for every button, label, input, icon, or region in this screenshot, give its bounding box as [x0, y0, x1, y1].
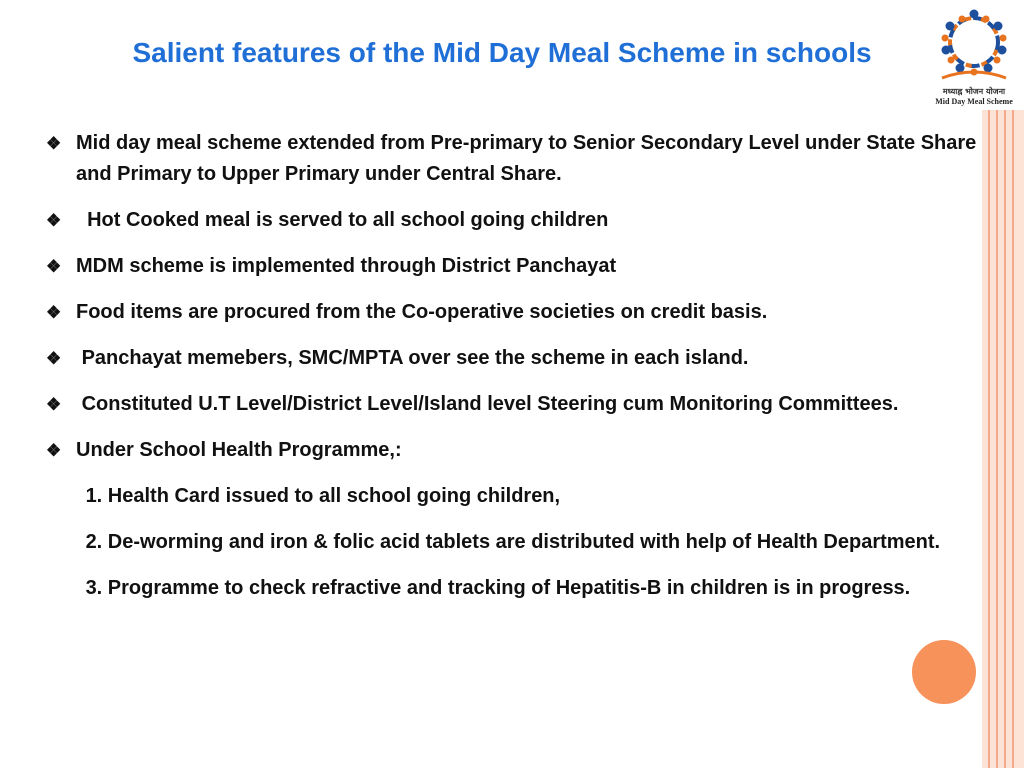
orange-accent-circle [912, 640, 976, 704]
logo-english-text: Mid Day Meal Scheme [935, 97, 1013, 106]
mid-day-meal-logo [924, 2, 1024, 108]
right-decorative-border [982, 110, 1024, 768]
bullet-diamond-icon: ❖ [46, 303, 62, 322]
slide-content [46, 128, 980, 619]
bullet-item [46, 205, 980, 236]
bullet-diamond-icon: ❖ [46, 349, 62, 368]
sub-item: 1. Health Card issued to all school going children, [80, 485, 561, 507]
bullet-item [46, 128, 980, 190]
bullet-text: Food items are procured from the Co-operative societies on credit basis. [76, 301, 768, 323]
bullet-diamond-icon: ❖ [46, 395, 62, 414]
bullet-diamond-icon: ❖ [46, 211, 62, 230]
bullet-item [46, 389, 980, 420]
bullet-item [46, 297, 980, 328]
bullet-item [46, 343, 980, 374]
bullet-diamond-icon: ❖ [46, 134, 62, 153]
bullet-item [46, 435, 980, 466]
bullet-item [46, 251, 980, 282]
logo-hindi-text: मध्याह्न भोजन योजना [942, 87, 1006, 96]
bullet-text: Hot Cooked meal is served to all school going children [76, 209, 609, 231]
logo-emblem-icon [924, 2, 1024, 86]
bullet-text: Constituted U.T Level/District Level/Island level Steering cum Monitoring Committees. [76, 393, 899, 415]
sub-item: 2. De-worming and iron & folic acid tablets are distributed with help of Health Department. [80, 531, 941, 553]
bullet-diamond-icon: ❖ [46, 257, 62, 276]
bullet-diamond-icon: ❖ [46, 441, 62, 460]
sub-item: 3. Programme to check refractive and tracking of Hepatitis-B in children is in progress. [80, 577, 911, 599]
bullet-text: Mid day meal scheme extended from Pre-primary to Senior Secondary Level under State Share and Primary to Upper Primary under Central Share. [76, 132, 977, 185]
bullet-text: Under School Health Programme,: [76, 439, 402, 461]
slide-title: Salient features of the Mid Day Meal Scheme in schools [132, 37, 872, 68]
bullet-text: Panchayat memebers, SMC/MPTA over see the scheme in each island. [76, 347, 749, 369]
bullet-text: MDM scheme is implemented through District Panchayat [76, 255, 617, 277]
